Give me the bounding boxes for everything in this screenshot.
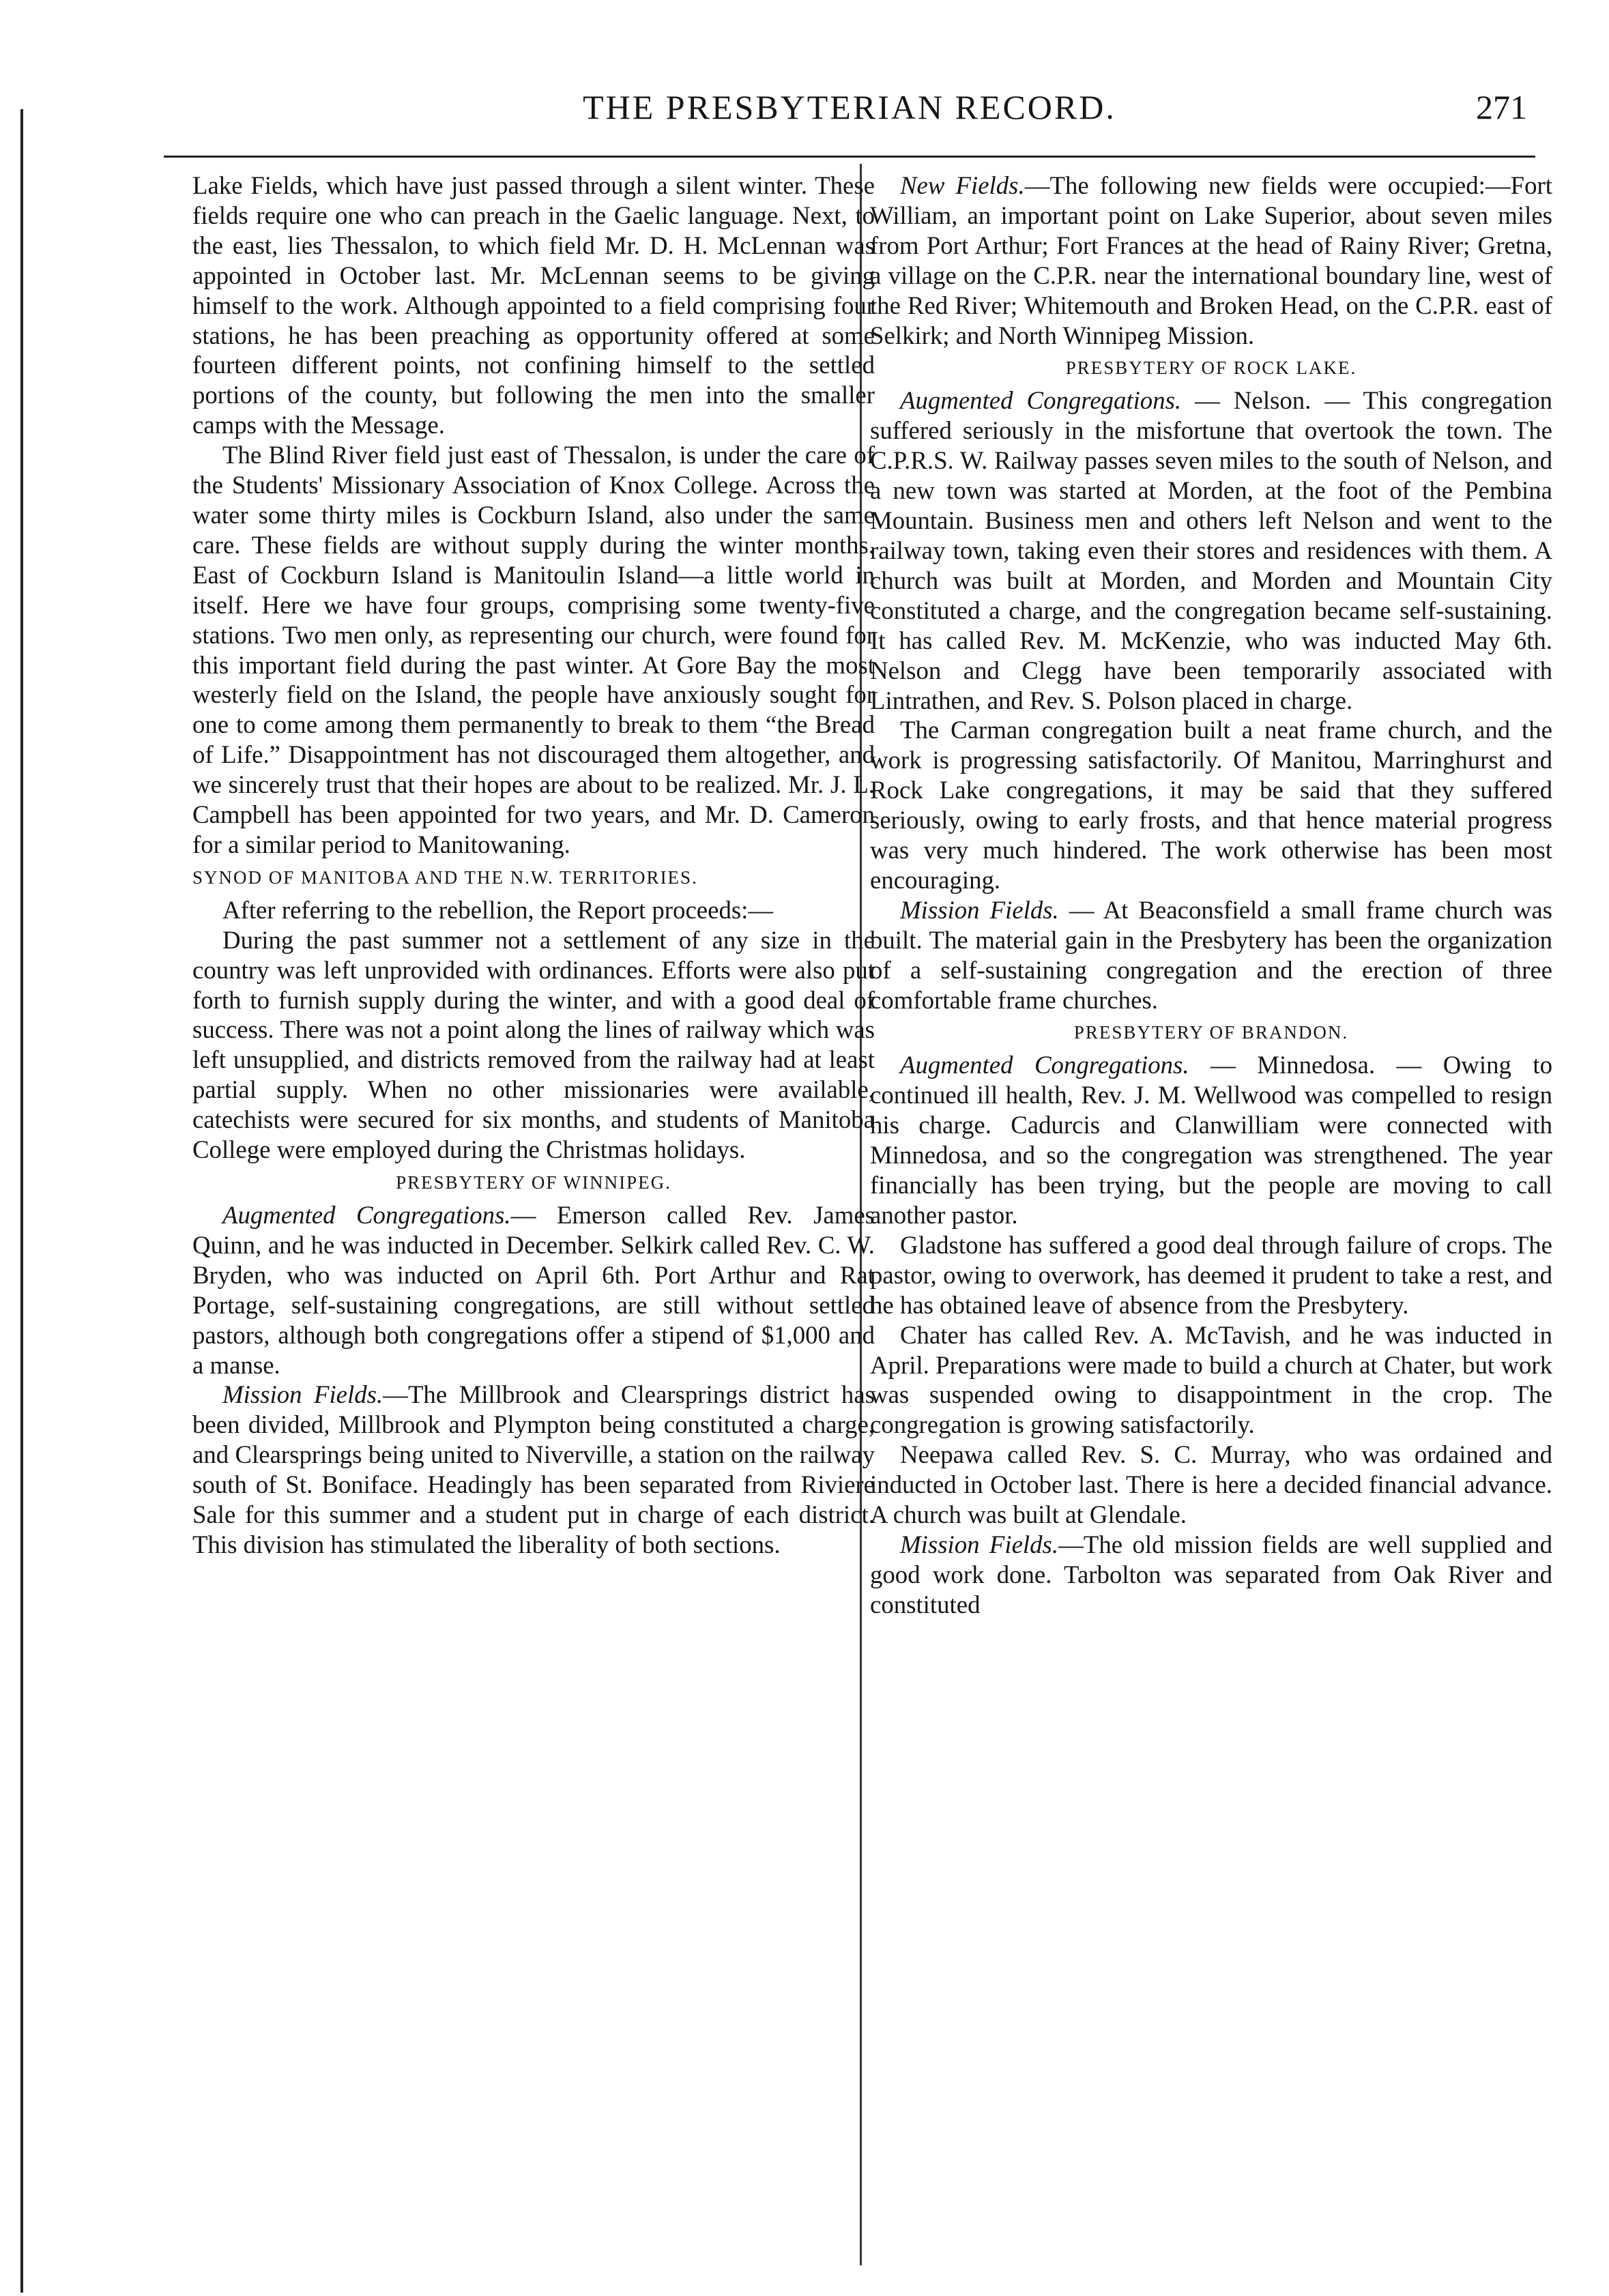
right-column: [870, 171, 1552, 1620]
paragraph: Chater has called Rev. A. McTavish, and he was inducted in April. Preparations were made to build a church at Chater, but work was suspended owing to disappointment in the crop. The congregation is growing satisfactorily.: [870, 1320, 1552, 1439]
section-heading-rock-lake: PRESBYTERY OF ROCK LAKE.: [1065, 358, 1357, 379]
paragraph-text: —The following new fields were occupied:—Fort William, an important point on Lake Superior, about seven miles from Port Arthur; Fort Frances at the head of Rainy River; Gretna, a village on the C.P.R. near the international boundary line, west of the Red River; Whitemouth and Broken Head, on the C.P.R. east of Selkirk; and North Winnipeg Mission.: [870, 171, 1553, 349]
paragraph: [192, 1380, 875, 1559]
paragraph: [870, 1050, 1552, 1230]
paragraph: Lake Fields, which have just passed through a silent winter. These fields require one who can preach in the Gaelic language. Next, to the east, lies Thessalon, to which field Mr. D. H. McLennan was appointed in October last. Mr. McLennan seems to be giving himself to the work. Although appointed to a field comprising four stations, he has been preaching as opportunity offered at some fourteen different points, not confining himself to the settled portions of the county, but following the men into the smaller camps with the Message.: [192, 171, 875, 439]
paragraph: Gladstone has suffered a good deal through failure of crops. The pastor, owing to overwork, has deemed it prudent to take a rest, and he has obtained leave of absence from the Presbytery.: [870, 1230, 1552, 1319]
paragraph-text: —The old mission fields are well supplied and good work done. Tarbolton was separated from Oak River and constituted: [870, 1530, 1552, 1618]
paragraph: [870, 386, 1552, 715]
paragraph: The Carman congregation built a neat frame church, and the work is progressing satisfactorily. Of Manitou, Marringhurst and Rock Lake congregations, it may be said that they suffered seriously, owing to early frosts, and that hence material progress was very much hindered. The work otherwise has been most encouraging.: [870, 716, 1552, 894]
run-in-label: New Fields.: [900, 171, 1025, 199]
paragraph-text: — Emerson called Rev. James Quinn, and he was inducted in December. Selkirk called Rev. C. W. Bryden, who was inducted on April 6th. Port Arthur and Rat Portage, self-sustaining congregations, are still without settled pastors, although both congregations offer a stipend of $1,000 and a manse.: [192, 1201, 875, 1379]
section-heading-winnipeg: PRESBYTERY OF WINNIPEG.: [396, 1172, 671, 1193]
run-in-label: Mission Fields.: [900, 1530, 1059, 1558]
paragraph: [192, 1200, 875, 1380]
paragraph: [870, 171, 1552, 350]
paragraph: During the past summer not a settlement of any size in the country was left unprovided with ordinances. Efforts were also put forth to furnish supply during the winter, and with a good deal of success. There was not a point along the lines of railway which was left unsupplied, and districts removed from the railway had at least partial supply. When no other missionaries were available, catechists were secured for six months, and students of Manitoba College were employed during the Christmas holidays.: [192, 925, 875, 1164]
page-header: [164, 81, 1535, 158]
paragraph: [870, 1530, 1552, 1620]
paragraph-text: — At Beaconsfield a small frame church was built. The material gain in the Presbytery has been the organization of a self-sustaining congregation and the erection of three comfortable frame churches.: [870, 895, 1552, 1014]
section-heading-brandon: PRESBYTERY OF BRANDON.: [1073, 1022, 1349, 1043]
run-in-label: Mission Fields.: [222, 1380, 383, 1409]
paragraph: The Blind River field just east of Thessalon, is under the care of the Students' Missionary Association of Knox College. Across the water some thirty miles is Cockburn Island, also under the same care. These fields are without supply during the winter months. East of Cockburn Island is Manitoulin Island—a little world in itself. Here we have four groups, comprising some twenty-five stations. Two men only, as representing our church, were found for this important field during the past winter. At Gore Bay the most westerly field on the Island, the people have anxiously sought for one to come among them permanently to break to them “the Bread of Life.” Disappointment has not discouraged them altogether, and we sincerely trust that their hopes are about to be realized. Mr. J. L. Campbell has been appointed for two years, and Mr. D. Cameron for a similar period to Manitowaning.: [192, 441, 875, 858]
section-heading-synod: SYNOD OF MANITOBA AND THE N.W. TERRITORIES.: [192, 867, 698, 888]
page-number: 271: [1476, 88, 1527, 126]
paragraph: Neepawa called Rev. S. C. Murray, who was ordained and inducted in October last. There is here a decided financial advance. A church was built at Glendale.: [870, 1440, 1552, 1529]
run-in-label: Augmented Congregations.: [900, 386, 1182, 415]
paragraph-text: —The Millbrook and Clearsprings district has been divided, Millbrook and Plympton being constituted a charge, and Clearsprings being united to Niverville, a station on the railway south of St. Boniface. Headingly has been separated from Riviere Sale for this summer and a student put in charge of each district. This division has stimulated the liberality of both sections.: [192, 1380, 875, 1558]
paragraph-text: — Nelson. — This congregation suffered seriously in the misfortune that overtook the town. The C.P.R.S. W. Railway passes seven miles to the south of Nelson, and a new town was started at Morden, at the foot of the Pembina Mountain. Business men and others left Nelson and went to the railway town, taking even their stores and residences with them. A church was built at Morden, and Morden and Mountain City constituted a charge, and the congregation became self-sustaining. It has called Rev. M. McKenzie, who was inducted May 6th. Nelson and Clegg have been temporarily associated with Lintrathen, and Rev. S. Polson placed in charge.: [870, 386, 1552, 714]
paragraph: [870, 895, 1552, 1015]
run-in-label: Augmented Congregations.: [222, 1201, 511, 1229]
left-column: [192, 171, 875, 1560]
paragraph-text: — Minnedosa. — Owing to continued ill health, Rev. J. M. Wellwood was compelled to resign his charge. Cadurcis and Clanwilliam were connected with Minnedosa, and so the congregation was strengthened. The year financially has been trying, but the people are moving to call another pastor.: [870, 1051, 1552, 1229]
run-in-label: Mission Fields.: [900, 895, 1059, 924]
run-in-label: Augmented Congregations.: [900, 1051, 1189, 1079]
paragraph: After referring to the rebellion, the Report proceeds:—: [222, 895, 774, 924]
running-title: THE PRESBYTERIAN RECORD.: [583, 88, 1116, 126]
binding-edge-rule: [20, 109, 23, 2293]
